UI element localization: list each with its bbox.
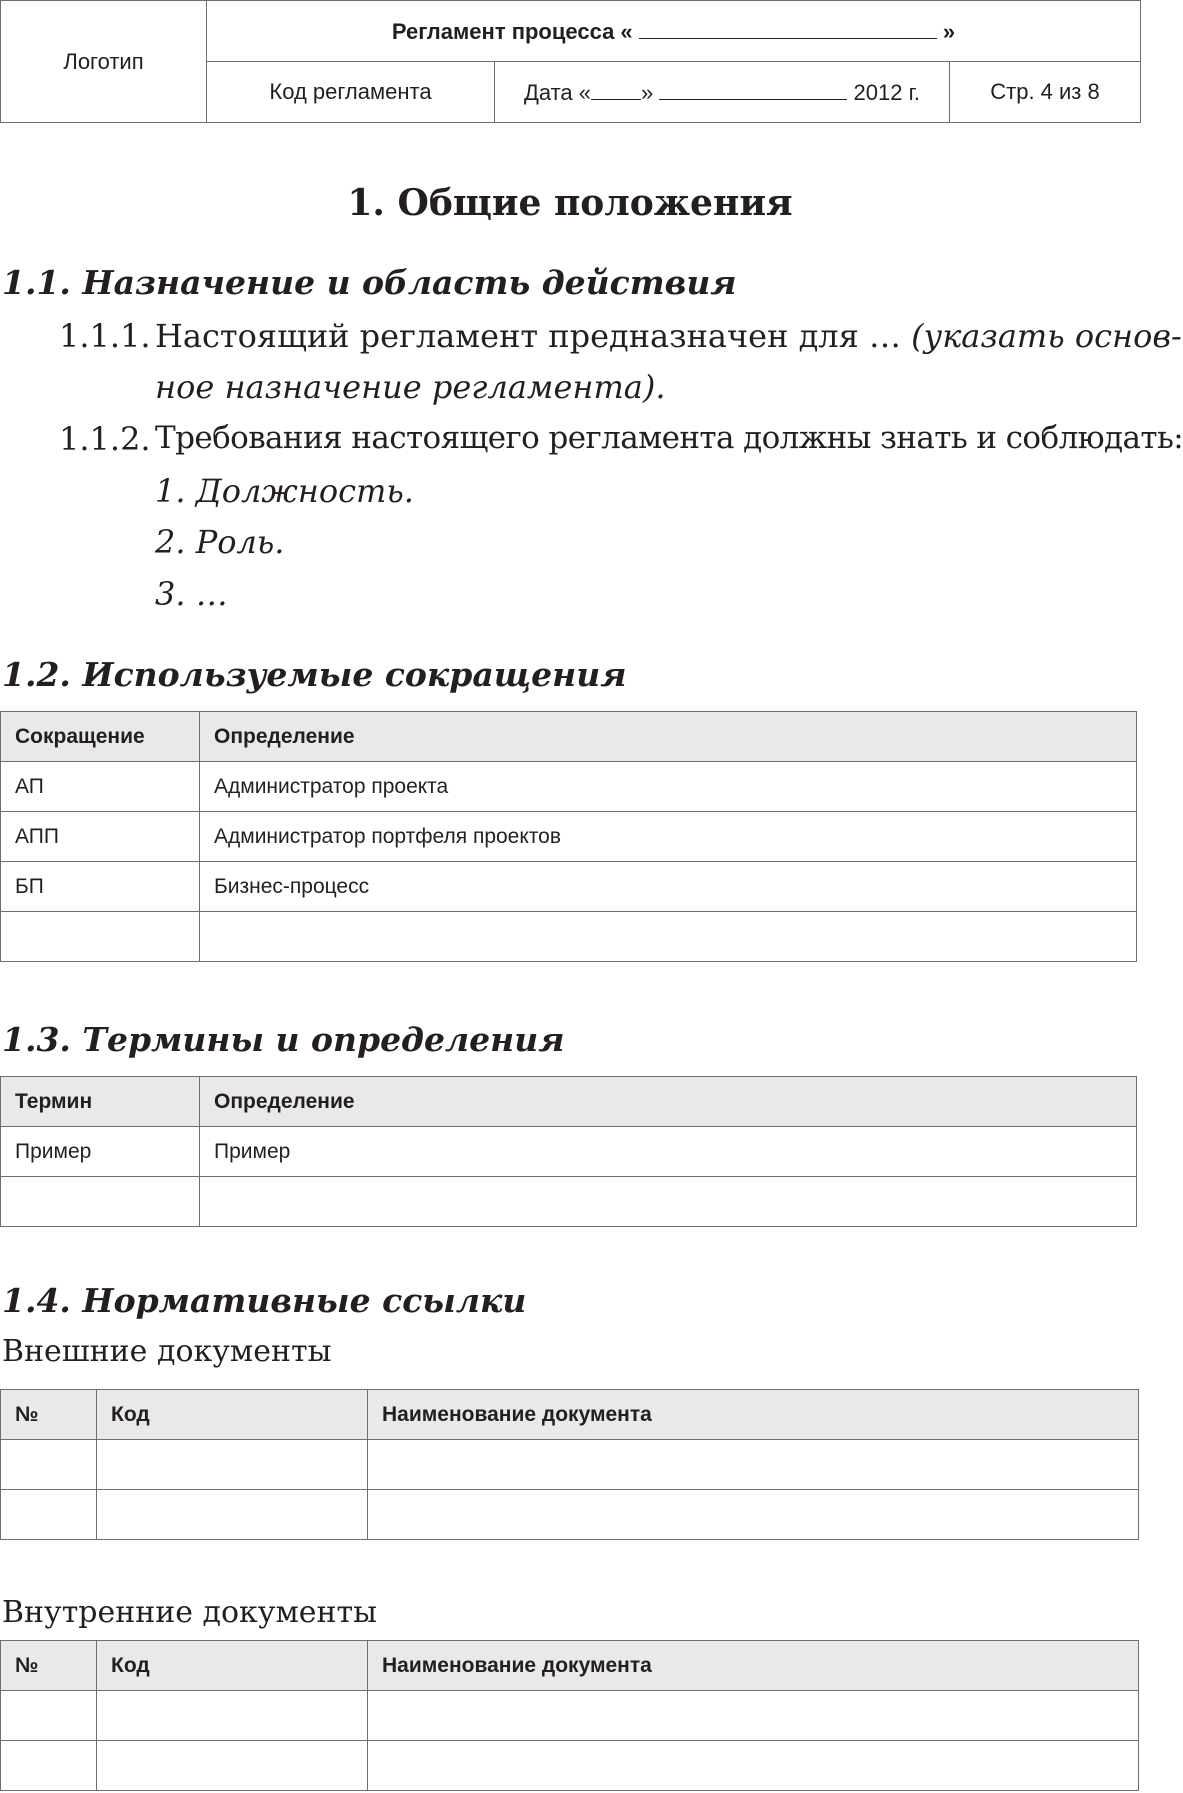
table-row xyxy=(1,1490,1139,1540)
column-header: № xyxy=(1,1641,97,1691)
column-header: № xyxy=(1,1390,97,1440)
item-1-1-1-continuation: ное назначение регламента). xyxy=(155,368,666,406)
list-item: 3. … xyxy=(155,575,228,613)
internal-documents-label: Внутренние документы xyxy=(2,1595,378,1630)
process-name-blank xyxy=(639,18,937,39)
item-1-1-2-text: Требования настоящего регламента должны знать и соблюдать: xyxy=(155,420,1183,456)
table-row xyxy=(1,1440,1139,1490)
external-documents-label: Внешние документы xyxy=(2,1334,332,1369)
table-cell xyxy=(1,1490,97,1540)
column-header: Наименование документа xyxy=(368,1641,1139,1691)
table-cell xyxy=(1,1177,200,1227)
table-row xyxy=(1,762,1137,812)
table-header-row xyxy=(1,712,1137,762)
column-header: Код xyxy=(97,1390,368,1440)
document-header xyxy=(0,0,1141,123)
regulation-code-cell: Код регламента xyxy=(207,62,495,123)
table-cell xyxy=(368,1741,1139,1791)
terms-table xyxy=(0,1076,1137,1227)
table-header-row xyxy=(1,1390,1139,1440)
column-header: Код xyxy=(97,1641,368,1691)
table-row xyxy=(1,862,1137,912)
process-title-prefix: Регламент процесса « xyxy=(391,18,633,44)
subsection-1-3-title: 1.3. Термины и определения xyxy=(2,1020,565,1059)
abbreviations-table xyxy=(0,711,1137,962)
table-header-row xyxy=(1,1077,1137,1127)
table-cell xyxy=(368,1490,1139,1540)
table-row xyxy=(1,1691,1139,1741)
process-title-suffix: » xyxy=(942,18,956,44)
table-cell xyxy=(200,1177,1137,1227)
item-1-1-1-number: 1.1.1. xyxy=(59,317,151,355)
table-header-row xyxy=(1,1641,1139,1691)
table-row xyxy=(1,1741,1139,1791)
date-day-blank xyxy=(591,79,641,100)
table-row xyxy=(1,1127,1137,1177)
table-cell xyxy=(368,1691,1139,1741)
subsection-1-4-title: 1.4. Нормативные ссылки xyxy=(2,1281,527,1320)
table-row xyxy=(1,912,1137,962)
table-cell: Пример xyxy=(1,1127,200,1177)
table-cell: БП xyxy=(1,862,200,912)
page-number-cell: Стр. 4 из 8 xyxy=(950,62,1141,123)
subsection-1-2-title: 1.2. Используемые сокращения xyxy=(2,655,627,694)
column-header: Определение xyxy=(200,1077,1137,1127)
column-header: Определение xyxy=(200,712,1137,762)
table-cell xyxy=(97,1741,368,1791)
subsection-1-1-title: 1.1. Назначение и область действия xyxy=(2,263,737,302)
table-cell xyxy=(200,912,1137,962)
table-cell xyxy=(97,1440,368,1490)
date-month-blank xyxy=(659,79,847,100)
column-header: Термин xyxy=(1,1077,200,1127)
table-cell xyxy=(1,912,200,962)
process-title-cell xyxy=(207,1,1141,62)
column-header: Наименование документа xyxy=(368,1390,1139,1440)
section-title: 1. Общие положения xyxy=(347,182,793,224)
table-cell xyxy=(1,1440,97,1490)
external-documents-table xyxy=(0,1389,1139,1540)
table-cell xyxy=(1,1741,97,1791)
internal-documents-table xyxy=(0,1640,1139,1791)
table-cell xyxy=(368,1440,1139,1490)
table-cell: Бизнес-процесс xyxy=(200,862,1137,912)
table-row xyxy=(1,812,1137,862)
table-cell xyxy=(97,1490,368,1540)
table-cell xyxy=(1,1691,97,1741)
list-item: 1. Должность. xyxy=(155,472,414,510)
table-cell: АПП xyxy=(1,812,200,862)
column-header: Сокращение xyxy=(1,712,200,762)
item-1-1-2-number: 1.1.2. xyxy=(59,420,151,458)
logo-placeholder: Логотип xyxy=(1,1,207,123)
table-cell xyxy=(97,1691,368,1741)
table-row xyxy=(1,1177,1137,1227)
item-1-1-1-text: Настоящий регламент предназначен для … (указать основ- xyxy=(155,317,1182,355)
table-cell: Администратор проекта xyxy=(200,762,1137,812)
table-cell: Пример xyxy=(200,1127,1137,1177)
table-cell: Администратор портфеля проектов xyxy=(200,812,1137,862)
table-cell: АП xyxy=(1,762,200,812)
date-cell: Дата « » 2012 г. xyxy=(495,62,950,123)
list-item: 2. Роль. xyxy=(155,523,285,561)
